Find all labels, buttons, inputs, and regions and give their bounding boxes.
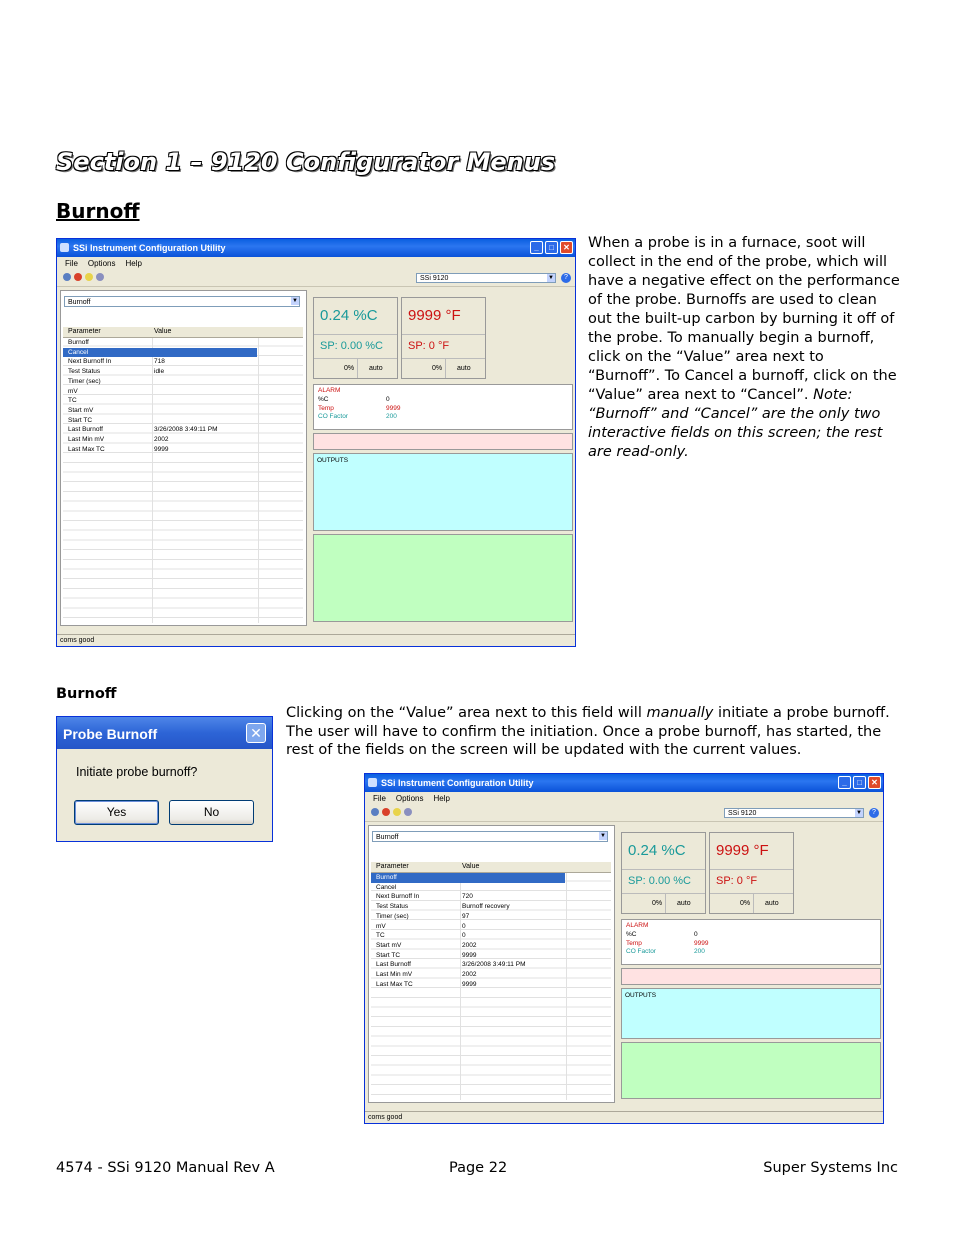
menu-help[interactable]: Help [125, 259, 142, 268]
row-value: 3/26/2008 3:49:11 PM [154, 426, 218, 434]
table-row [371, 892, 565, 902]
minimize-icon[interactable]: _ [530, 241, 543, 254]
parameter-grid [371, 862, 611, 1100]
alarm-box [621, 919, 881, 965]
menu-help[interactable]: Help [433, 794, 450, 803]
help-icon[interactable]: ? [869, 808, 879, 818]
setpoint-value: SP: 0 °F [710, 869, 793, 894]
row-parameter: Test Status [376, 903, 409, 911]
bulb-icon[interactable] [85, 273, 93, 281]
toolbar [365, 805, 883, 822]
table-row [63, 435, 257, 445]
table-row [371, 951, 565, 961]
temperature-pv-box [709, 832, 794, 914]
menu-bar [365, 792, 883, 805]
outputs-panel [621, 988, 881, 1039]
row-parameter: TC [376, 932, 385, 940]
table-row[interactable] [371, 883, 565, 893]
row-value: 9999 [462, 980, 477, 988]
row-value: 2002 [462, 941, 477, 949]
row-parameter: Last Burnoff [376, 961, 411, 969]
config-utility-window-1 [56, 238, 576, 647]
outputs-label: OUTPUTS [625, 992, 657, 999]
row-value: 0 [462, 922, 466, 930]
table-row [63, 396, 257, 406]
alarm-row-name: %C [626, 931, 637, 938]
dialog-title: Probe Burnoff [57, 717, 272, 749]
minimize-icon[interactable]: _ [838, 776, 851, 789]
status-bar: coms good [57, 634, 575, 646]
row-value: 718 [154, 358, 165, 366]
row-parameter: Last Max TC [68, 445, 105, 453]
row-value: 97 [462, 912, 470, 920]
menu-file[interactable]: File [65, 259, 78, 268]
row-value: 9999 [462, 951, 477, 959]
column-parameter: Parameter [376, 863, 409, 870]
table-row [63, 387, 257, 397]
table-row [63, 377, 257, 387]
alarm-row-name: CO Factor [318, 413, 348, 420]
row-parameter: Start TC [68, 416, 93, 424]
gear-icon[interactable] [404, 808, 412, 816]
instrument-select[interactable]: SSi 9120 ▼ [416, 273, 556, 283]
burnoff-heading: Burnoff [56, 686, 117, 702]
interactive-note: Note: “Burnoff” and “Cancel” are the only two interactive fields on this screen; the rest are read-only. [588, 387, 883, 460]
config-utility-window-2 [364, 773, 884, 1124]
stop-icon[interactable] [74, 273, 82, 281]
alarm-row-value: 200 [694, 948, 705, 955]
outputs-label: OUTPUTS [317, 457, 349, 464]
maximize-icon[interactable]: □ [545, 241, 558, 254]
temperature-pv-box [401, 297, 486, 379]
alarm-row-name: Temp [318, 404, 334, 412]
lower-panel [313, 534, 573, 622]
table-row [371, 941, 565, 951]
grid-header [63, 327, 303, 338]
mode-value: auto [369, 365, 383, 372]
burnoff-paragraph: Clicking on the “Value” area next to this field will manually initiate a probe burnoff. The user will have to confirm the initiation. Once a probe burnoff, has started, the rest of the fields on the screen will be updated with the current values. [286, 705, 890, 758]
row-parameter: Last Burnoff [68, 426, 103, 434]
alarm-label: ALARM [626, 922, 649, 929]
app-icon [60, 243, 69, 252]
parameter-panel [368, 825, 615, 1103]
alarm-row-name: %C [318, 396, 329, 403]
section-title: Section 1 – 9120 Configurator Menus [56, 148, 556, 176]
table-row [63, 357, 257, 367]
table-row[interactable] [63, 348, 257, 358]
output-percent: 0% [344, 365, 355, 372]
chevron-down-icon: ▼ [548, 275, 554, 281]
footer-page-number: Page 22 [449, 1160, 508, 1176]
app-icon [368, 778, 377, 787]
subsection-title: Burnoff [56, 199, 140, 223]
table-row [371, 960, 565, 970]
table-row[interactable] [371, 873, 565, 883]
menu-select[interactable]: Burnoff ▼ [372, 831, 608, 842]
outputs-panel [313, 453, 573, 531]
table-row [371, 912, 565, 922]
status-bar: coms good [365, 1111, 883, 1123]
maximize-icon[interactable]: □ [853, 776, 866, 789]
process-value: 0.24 %C [314, 298, 397, 335]
carbon-pv-box [621, 832, 706, 914]
row-parameter: mV [376, 922, 386, 930]
setpoint-value: SP: 0.00 %C [314, 334, 397, 359]
row-parameter: Cancel [68, 348, 89, 356]
setpoint-value: SP: 0 °F [402, 334, 485, 359]
row-value: 0 [462, 932, 466, 940]
message-bar [621, 968, 881, 985]
carbon-pv-box [313, 297, 398, 379]
mode-value: auto [457, 365, 471, 372]
close-icon[interactable]: ✕ [246, 723, 266, 743]
row-parameter: Burnoff [376, 874, 397, 881]
alarm-label: ALARM [318, 387, 341, 394]
chevron-down-icon: ▼ [856, 810, 862, 816]
yes-button[interactable]: Yes [74, 800, 159, 825]
parameter-grid [63, 327, 303, 623]
menu-bar [57, 257, 575, 270]
connect-icon[interactable] [63, 273, 71, 281]
message-bar [313, 433, 573, 450]
alarm-row-value: 9999 [386, 404, 401, 412]
table-row [63, 416, 257, 426]
column-parameter: Parameter [68, 328, 101, 335]
menu-options[interactable]: Options [395, 794, 424, 803]
alarm-box [313, 384, 573, 430]
menu-file[interactable]: File [373, 794, 386, 803]
alarm-row-name: CO Factor [626, 948, 656, 955]
alarm-row-value: 200 [386, 413, 397, 420]
alarm-row-name: Temp [626, 939, 642, 947]
alarm-row-value: 9999 [694, 939, 709, 947]
column-value: Value [154, 328, 172, 335]
row-parameter: Last Max TC [376, 980, 413, 988]
row-value: 9999 [154, 445, 169, 453]
setpoint-value: SP: 0.00 %C [622, 869, 705, 894]
help-icon[interactable]: ? [561, 273, 571, 283]
footer-doc-id: 4574 - SSi 9120 Manual Rev A [56, 1160, 275, 1176]
parameter-panel [60, 290, 307, 626]
row-value: Burnoff recovery [462, 903, 510, 911]
bulb-icon[interactable] [393, 808, 401, 816]
row-value: 2002 [462, 971, 477, 978]
mode-value: auto [677, 900, 691, 907]
row-parameter: Start mV [376, 941, 402, 949]
grid-header [371, 862, 611, 873]
footer-company: Super Systems Inc [763, 1160, 898, 1176]
output-percent: 0% [652, 900, 663, 907]
table-row[interactable] [63, 338, 257, 348]
row-parameter: Last Min mV [68, 436, 105, 443]
toolbar [57, 270, 575, 287]
row-value: idle [154, 368, 165, 376]
row-parameter: Timer (sec) [68, 377, 101, 385]
dialog-message: Initiate probe burnoff? [76, 765, 198, 779]
table-row [63, 445, 257, 455]
lower-panel [621, 1042, 881, 1099]
table-row [63, 367, 257, 377]
row-parameter: Burnoff [68, 339, 89, 346]
row-parameter: Start mV [68, 406, 94, 414]
row-value: 3/26/2008 3:49:11 PM [462, 961, 526, 969]
probe-burnoff-dialog [56, 716, 273, 842]
window-titlebar: SSi Instrument Configuration Utility _ □ ✕ [57, 239, 575, 257]
table-row [371, 931, 565, 941]
table-row [63, 406, 257, 416]
stop-icon[interactable] [382, 808, 390, 816]
menu-select[interactable]: Burnoff ▼ [64, 296, 300, 307]
row-parameter: Timer (sec) [376, 912, 409, 920]
table-row [63, 425, 257, 435]
row-parameter: Next Burnoff In [376, 893, 420, 901]
row-parameter: TC [68, 397, 77, 405]
output-percent: 0% [740, 900, 751, 907]
table-row [371, 922, 565, 932]
row-parameter: mV [68, 387, 78, 395]
menu-options[interactable]: Options [87, 259, 116, 268]
row-parameter: Next Burnoff In [68, 358, 112, 366]
output-percent: 0% [432, 365, 443, 372]
process-value: 9999 °F [710, 833, 793, 870]
process-value: 0.24 %C [622, 833, 705, 870]
alarm-row-value: 0 [694, 931, 698, 938]
instrument-select[interactable]: SSi 9120 ▼ [724, 808, 864, 818]
no-button[interactable]: No [169, 800, 254, 825]
table-row [371, 970, 565, 980]
chevron-down-icon: ▼ [600, 833, 606, 839]
table-row [371, 902, 565, 912]
close-icon[interactable]: ✕ [560, 241, 573, 254]
close-icon[interactable]: ✕ [868, 776, 881, 789]
row-value: 2002 [154, 436, 169, 443]
process-value: 9999 °F [402, 298, 485, 335]
row-parameter: Test Status [68, 368, 101, 376]
gear-icon[interactable] [96, 273, 104, 281]
alarm-row-value: 0 [386, 396, 390, 403]
chevron-down-icon: ▼ [292, 298, 298, 304]
row-parameter: Start TC [376, 951, 401, 959]
table-row [371, 980, 565, 990]
connect-icon[interactable] [371, 808, 379, 816]
window-titlebar: SSi Instrument Configuration Utility _ □ ✕ [365, 774, 883, 792]
intro-paragraph: When a probe is in a furnace, soot will collect in the end of the probe, which will have a negative effect on the performance of the probe. Burnoffs are used to clean out the built-up carbon by burning it off of the probe. To manually begin a burnoff, click on the “Value” area next to “Burnoff”. To Cancel a burnoff, click on the “Value” area next to “Cancel”. Note: “Burnoff” and “Cancel” are the only two interactive fields on this screen; the rest are read-only. [588, 235, 900, 460]
row-value: 720 [462, 893, 473, 901]
row-parameter: Last Min mV [376, 971, 413, 978]
row-parameter: Cancel [376, 883, 397, 891]
mode-value: auto [765, 900, 779, 907]
column-value: Value [462, 863, 480, 870]
